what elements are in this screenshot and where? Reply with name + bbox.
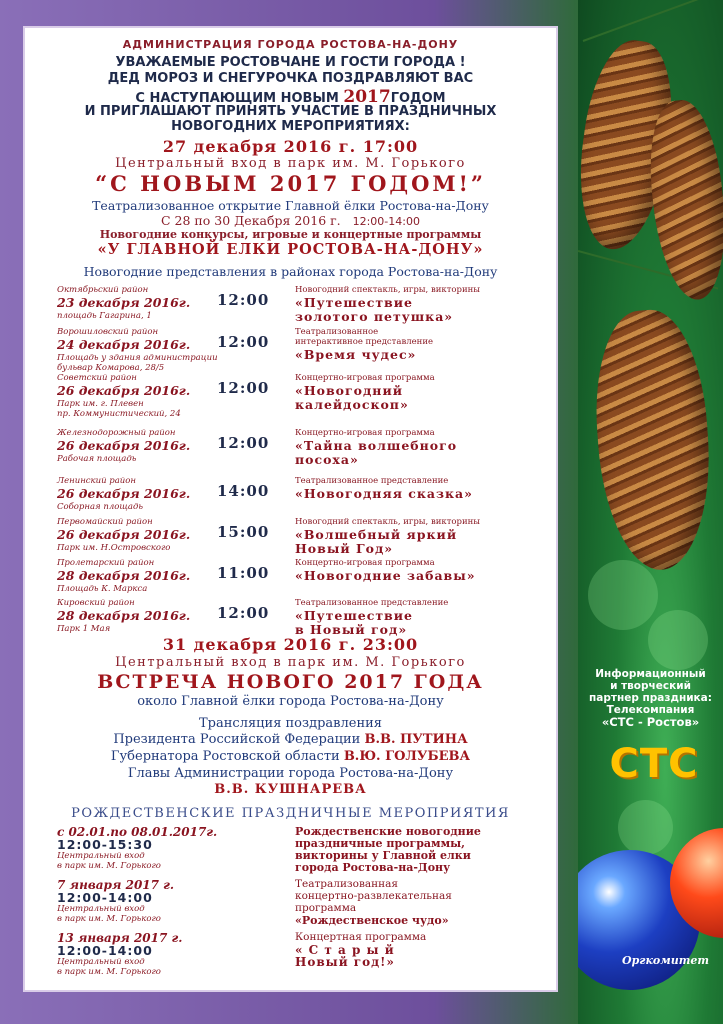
show-kind: Театрализованное представление: [295, 598, 449, 608]
event-time: 12:00: [217, 434, 270, 452]
show-kind: Театрализованное: [295, 327, 379, 337]
show-kind: Театрализованное представление: [295, 476, 449, 486]
event2-title: ВСТРЕЧА НОВОГО 2017 ГОДА: [97, 671, 484, 693]
governor-title: Губернатора Ростовской области: [110, 749, 344, 764]
event2-near: около Главной ёлки города Ростова-на-Дону: [137, 694, 444, 709]
greeting-text: С НАСТУПАЮЩИМ НОВЫМ: [135, 91, 344, 106]
event1-datetime: 27 декабря 2016 г. 17:00: [162, 137, 419, 156]
show-kind: интерактивное представление: [295, 337, 434, 347]
show-kind: Концертно-игровая программа: [295, 428, 435, 438]
event-date: 26 декабря 2016г.: [57, 527, 191, 542]
show-kind: Новогодний спектакль, игры, викторины: [295, 517, 481, 527]
christmas-place: в парк им. М. Горького: [57, 967, 161, 977]
show-kind: Новогодний спектакль, игры, викторины: [295, 285, 481, 295]
partner-line: и творческий: [610, 680, 691, 692]
pine-branch: [583, 0, 715, 42]
broadcast-text: Трансляция поздравления: [199, 716, 382, 731]
christmas-date: 7 января 2017 г.: [57, 878, 175, 892]
christmas-program: праздничные программы,: [295, 837, 465, 850]
bokeh-light: [588, 560, 658, 630]
christmas-place: Центральный вход: [57, 957, 145, 967]
event-time: 15:00: [217, 523, 270, 541]
greeting-line: ДЕД МОРОЗ И СНЕГУРОЧКА ПОЗДРАВЛЯЮТ ВАС: [107, 71, 474, 86]
event-date: 26 декабря 2016г.: [57, 383, 191, 398]
event1-location: Центральный вход в парк им. М. Горького: [115, 156, 466, 171]
christmas-program: Концертная программа: [295, 931, 427, 943]
president-line: [25, 732, 556, 747]
district-name: Ленинский район: [57, 476, 136, 486]
event1-programs-title: «У ГЛАВНОЙ ЕЛКИ РОСТОВА-НА-ДОНУ»: [97, 241, 484, 258]
period-dates: С 28 по 30 Декабря 2016 г.: [161, 213, 341, 228]
partner-line: Информационный: [595, 668, 706, 680]
greeting-line: НОВОГОДНИХ МЕРОПРИЯТИЯХ:: [171, 119, 410, 134]
cts-logo: СТС: [609, 741, 699, 787]
show-kind: Концертно-игровая программа: [295, 373, 435, 383]
event-time: 11:00: [217, 564, 270, 582]
christmas-heading: РОЖДЕСТВЕНСКИЕ ПРАЗДНИЧНЫЕ МЕРОПРИЯТИЯ: [71, 806, 510, 821]
event-time: 12:00: [217, 333, 270, 351]
district-name: Первомайский район: [57, 517, 153, 527]
event-time: 14:00: [217, 482, 270, 500]
event1-opening: Театрализованное открытие Главной ёлки Ростова-на-Дону: [92, 198, 489, 213]
event-place: Парк им. г. Плевен: [57, 399, 144, 409]
governor-name: В.Ю. ГОЛУБЕВА: [343, 749, 471, 764]
show-title: «Путешествие: [295, 608, 413, 623]
event-time: 12:00: [217, 379, 270, 397]
event-place: площадь Гагарина, 1: [57, 311, 152, 321]
show-title: «Время чудес»: [295, 347, 417, 362]
districts-heading: Новогодние представления в районах города Ростова-на-Дону: [83, 264, 498, 279]
christmas-place: в парк им. М. Горького: [57, 914, 161, 924]
event-date: 23 декабря 2016г.: [57, 295, 191, 310]
christmas-program: Театрализованная: [295, 878, 399, 890]
bokeh-light: [618, 800, 673, 855]
christmas-program: концертно-развлекательная: [295, 890, 452, 902]
christmas-program: Новый год!»: [295, 955, 395, 969]
christmas-program: города Ростова-на-Дону: [295, 861, 451, 874]
event1-title: “С НОВЫМ 2017 ГОДОМ!”: [95, 171, 486, 196]
organizing-committee: Оргкомитет: [622, 954, 709, 967]
district-name: Ворошиловский район: [57, 327, 159, 337]
show-title: «Волшебный яркий: [295, 527, 458, 542]
event-date: 26 декабря 2016г.: [57, 438, 191, 453]
christmas-date: с 02.01.по 08.01.2017г.: [57, 825, 218, 839]
district-name: Советский район: [57, 373, 137, 383]
event-place: Парк им. Н.Островского: [57, 543, 171, 553]
christmas-time: 12:00-14:00: [57, 890, 153, 905]
partner-line: партнер праздника:: [589, 692, 712, 704]
christmas-program: программа: [295, 902, 357, 914]
district-name: Кировский район: [57, 598, 135, 608]
event1-period: [25, 213, 556, 228]
christmas-program: « С т а р ы й: [295, 943, 395, 957]
president-name: В.В. ПУТИНА: [364, 732, 468, 747]
event-place: Площадь К. Маркса: [57, 584, 148, 594]
show-title: «Новогодняя сказка»: [295, 486, 473, 501]
christmas-place: в парк им. М. Горького: [57, 861, 161, 871]
admin-heading: АДМИНИСТРАЦИЯ ГОРОДА РОСТОВА-НА-ДОНУ: [122, 38, 459, 51]
christmas-program: викторины у Главной елки: [295, 849, 471, 862]
event-time: 12:00: [217, 291, 270, 309]
event-date: 26 декабря 2016г.: [57, 486, 191, 501]
show-title: золотого петушка»: [295, 309, 454, 324]
president-title: Президента Российской Федерации: [113, 732, 365, 747]
greeting-text: ГОДОМ: [390, 91, 446, 106]
mayor-line: Главы Администрации города Ростова-на-Дону: [127, 766, 454, 781]
event-place: Соборная площадь: [57, 502, 143, 512]
show-title: посоха»: [295, 452, 359, 467]
christmas-place: Центральный вход: [57, 851, 145, 861]
event-place: Парк 1 Мая: [57, 624, 111, 634]
poster-sheet: [25, 28, 556, 990]
partner-text: [578, 668, 723, 728]
christmas-program: Рождественские новогодние: [295, 825, 481, 838]
district-name: Пролетарский район: [57, 558, 155, 568]
show-title: в Новый год»: [295, 622, 408, 637]
show-title: Новый Год»: [295, 541, 394, 556]
christmas-time: 12:00-15:30: [57, 837, 153, 852]
mayor-name: В.В. КУШНАРЕВА: [214, 782, 367, 797]
event-date: 28 декабря 2016г.: [57, 568, 191, 583]
governor-line: [25, 749, 556, 764]
greeting-line: И ПРИГЛАШАЮТ ПРИНЯТЬ УЧАСТИЕ В ПРАЗДНИЧНЫХ: [84, 104, 497, 119]
period-time: 12:00-14:00: [352, 215, 420, 228]
greeting-line: УВАЖАЕМЫЕ РОСТОВЧАНЕ И ГОСТИ ГОРОДА !: [115, 55, 466, 70]
partner-name: «СТС - Ростов»: [601, 715, 700, 729]
christmas-time: 12:00-14:00: [57, 943, 153, 958]
pine-cone-icon: [589, 306, 717, 573]
show-title: калейдоскоп»: [295, 397, 409, 412]
show-title: «Тайна волшебного: [295, 438, 458, 453]
event2-location: Центральный вход в парк им. М. Горького: [115, 655, 466, 670]
partner-line: Телекомпания: [606, 704, 695, 716]
year-highlight: 2017: [343, 87, 391, 107]
event-place: Рабочая площадь: [57, 454, 137, 464]
event1-programs: Новогодние конкурсы, игровые и концертные программы: [99, 228, 482, 241]
district-name: Октябрьский район: [57, 285, 149, 295]
event-place: бульвар Комарова, 28/5: [57, 363, 165, 373]
event-time: 12:00: [217, 604, 270, 622]
decor-panel: [578, 0, 723, 1024]
bokeh-light: [648, 610, 708, 670]
event-date: 28 декабря 2016г.: [57, 608, 191, 623]
christmas-program: «Рождественское чудо»: [295, 914, 449, 927]
christmas-place: Центральный вход: [57, 904, 145, 914]
show-title: «Новогодние забавы»: [295, 568, 476, 583]
event2-datetime: 31 декабря 2016 г. 23:00: [162, 635, 419, 654]
christmas-date: 13 января 2017 г.: [57, 931, 183, 945]
show-title: «Новогодний: [295, 383, 404, 398]
district-name: Железнодорожный район: [57, 428, 176, 438]
event-place: Площадь у здания администрации: [57, 353, 218, 363]
event-place: пр. Коммунистический, 24: [57, 409, 181, 419]
show-title: «Путешествие: [295, 295, 413, 310]
event-date: 24 декабря 2016г.: [57, 337, 191, 352]
show-kind: Концертно-игровая программа: [295, 558, 435, 568]
